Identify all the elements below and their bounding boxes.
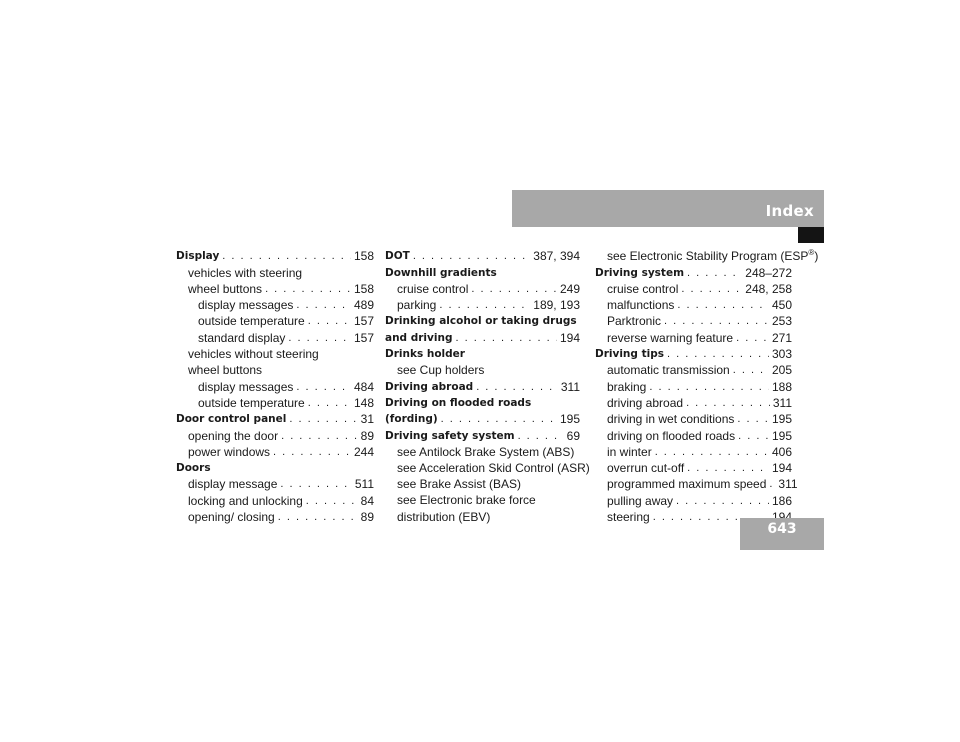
entry-text: steering	[607, 510, 650, 525]
entry-text: driving abroad	[607, 395, 684, 410]
page-reference: 489	[353, 298, 374, 313]
index-subentry	[385, 476, 580, 492]
index-subentry	[595, 329, 792, 345]
entry-text: Drinking alcohol or taking drugs	[385, 315, 577, 328]
index-subentry	[385, 362, 580, 378]
leader-dots	[687, 460, 769, 476]
entry-text: Driving tips	[595, 348, 664, 361]
leader-dots	[296, 297, 351, 313]
page-reference: 84	[360, 493, 374, 508]
entry-text: display messages	[198, 379, 294, 394]
index-subentry	[176, 264, 374, 280]
entry-text: reverse warning feature	[607, 330, 734, 345]
page-reference: 484	[353, 379, 374, 394]
leader-dots	[273, 444, 351, 460]
entry-text: wheel buttons	[188, 281, 263, 296]
index-heading	[385, 329, 580, 345]
page-reference: 244	[353, 444, 374, 459]
leader-dots	[677, 297, 769, 313]
entry-text: (fording)	[385, 413, 438, 426]
leader-dots	[687, 265, 742, 281]
leader-dots	[288, 330, 351, 346]
page-reference: 311	[778, 477, 798, 492]
page-reference: 188	[771, 379, 792, 394]
index-subentry	[385, 492, 580, 525]
page-reference: 31	[360, 412, 374, 427]
leader-dots	[281, 428, 358, 444]
entry-text: cruise control	[607, 281, 679, 296]
entry-text: Parktronic	[607, 314, 662, 329]
index-subentry	[595, 362, 792, 378]
index-subentry	[176, 509, 374, 525]
index-subentry	[176, 378, 374, 394]
page-reference: 450	[771, 298, 792, 313]
page-reference: 157	[353, 314, 374, 329]
page-reference: 271	[771, 330, 792, 345]
index-tab-title: Index	[765, 202, 814, 220]
entry-text: pulling away	[607, 493, 674, 508]
entry-text: vehicles with steering	[188, 265, 303, 280]
page-reference: 248–272	[745, 265, 792, 280]
index-heading	[385, 378, 580, 394]
index-subentry	[385, 444, 580, 460]
entry-text: locking and unlocking	[188, 493, 303, 508]
entry-text: Driving system	[595, 266, 685, 279]
page-number: 643	[767, 521, 797, 537]
entry-text: outside temperature	[198, 314, 305, 329]
page-reference: 511	[354, 477, 374, 492]
leader-dots	[667, 346, 769, 362]
leader-dots	[308, 395, 351, 411]
entry-text: Door control panel	[176, 413, 287, 426]
page-reference: 195	[771, 412, 792, 427]
leader-dots	[738, 428, 769, 444]
page-reference: 89	[360, 428, 374, 443]
page-reference: 195	[771, 428, 792, 443]
leader-dots	[306, 493, 358, 509]
entry-text: overrun cut-off	[607, 461, 685, 476]
entry-text: see Electronic brake force distribution (EBV)	[397, 493, 536, 524]
index-column-2	[385, 248, 590, 525]
entry-text: braking	[607, 379, 647, 394]
entry-text: and driving	[385, 331, 453, 344]
index-subentry	[385, 460, 590, 476]
leader-dots	[455, 330, 557, 346]
leader-dots	[265, 281, 351, 297]
leader-dots	[222, 248, 351, 264]
leader-dots	[737, 411, 769, 427]
registered-mark: ®	[808, 248, 815, 258]
page-reference: 158	[353, 281, 374, 296]
index-heading	[176, 411, 374, 427]
page-reference: 194	[771, 461, 792, 476]
page-reference: 303	[771, 347, 792, 362]
index-subentry	[385, 281, 580, 297]
leader-dots	[308, 313, 351, 329]
index-subentry	[385, 297, 580, 313]
leader-dots	[471, 281, 557, 297]
page-reference: 158	[353, 249, 374, 264]
index-heading	[595, 264, 792, 280]
index-subentry	[595, 460, 792, 476]
index-subentry	[176, 313, 374, 329]
entry-text: Doors	[176, 462, 211, 475]
index-subentry	[595, 395, 792, 411]
page-reference: 148	[353, 395, 374, 410]
index-subentry	[176, 362, 374, 378]
entry-text: automatic transmission	[607, 363, 730, 378]
leader-dots	[296, 379, 351, 395]
entry-text: malfunctions	[607, 298, 675, 313]
entry-text: see Acceleration Skid Control (ASR)	[397, 461, 590, 476]
entry-text: programmed maximum speed	[607, 477, 767, 492]
index-heading	[385, 264, 580, 280]
entry-text: opening the door	[188, 428, 279, 443]
index-subentry	[595, 476, 798, 492]
leader-dots	[649, 379, 769, 395]
leader-dots	[441, 411, 557, 427]
page-reference: 157	[353, 330, 374, 345]
leader-dots	[733, 362, 769, 378]
leader-dots	[681, 281, 742, 297]
index-heading	[385, 346, 580, 362]
page-reference: 249	[559, 281, 580, 296]
entry-text: Display	[176, 250, 220, 263]
index-subentry	[595, 444, 792, 460]
page-reference: 311	[772, 395, 792, 410]
index-subentry	[595, 378, 792, 394]
index-heading	[176, 460, 374, 476]
entry-text: display messages	[198, 298, 294, 313]
thumb-index-marker	[798, 227, 824, 243]
entry-text: cruise control	[397, 281, 469, 296]
entry-text: display message	[188, 477, 278, 492]
entry-text: Drinks holder	[385, 348, 465, 361]
entry-text: see Brake Assist (BAS)	[397, 477, 522, 492]
entry-text: Driving abroad	[385, 380, 474, 393]
entry-text: vehicles without steering	[188, 347, 319, 362]
entry-text: driving in wet conditions	[607, 412, 735, 427]
page-reference: 186	[771, 493, 792, 508]
index-tab-banner	[512, 190, 824, 227]
index-heading	[385, 313, 580, 329]
index-subentry	[595, 248, 819, 264]
entry-text: see Antilock Brake System (ABS)	[397, 444, 575, 459]
page-reference: 311	[560, 379, 580, 394]
page-reference: 205	[771, 363, 792, 378]
leader-dots	[439, 297, 530, 313]
entry-text: see Cup holders	[397, 363, 485, 378]
index-subentry	[176, 395, 374, 411]
entry-text: DOT	[385, 250, 410, 263]
leader-dots	[676, 493, 769, 509]
page-reference: 195	[559, 412, 580, 427]
entry-text: Downhill gradients	[385, 266, 497, 279]
leader-dots	[686, 395, 770, 411]
entry-text: parking	[397, 298, 437, 313]
entry-text: standard display	[198, 330, 286, 345]
index-subentry	[176, 427, 374, 443]
index-column-3	[595, 248, 819, 525]
index-heading	[595, 346, 792, 362]
index-subentry	[595, 313, 792, 329]
entry-text: Driving safety system	[385, 429, 515, 442]
index-column-1	[176, 248, 374, 525]
index-heading	[385, 427, 580, 443]
leader-dots	[736, 330, 769, 346]
page-reference: 406	[771, 444, 792, 459]
page-reference: 69	[566, 428, 580, 443]
leader-dots	[655, 444, 769, 460]
page-reference: 89	[360, 510, 374, 525]
index-heading	[176, 248, 374, 264]
entry-text: in winter	[607, 444, 652, 459]
page-reference: 248, 258	[745, 281, 792, 296]
page-reference: 194	[559, 330, 580, 345]
entry-text: wheel buttons	[188, 363, 263, 378]
index-subentry	[595, 411, 792, 427]
entry-text: outside temperature	[198, 395, 305, 410]
page-reference: 189, 193	[533, 298, 580, 313]
leader-dots	[289, 411, 357, 427]
index-heading	[385, 395, 580, 411]
page-reference: 253	[771, 314, 792, 329]
index-subentry	[176, 329, 374, 345]
entry-text: Driving on flooded roads	[385, 396, 532, 409]
index-subentry	[176, 346, 374, 362]
index-subentry	[595, 427, 792, 443]
page-number-box	[740, 518, 824, 550]
index-subentry	[595, 281, 792, 297]
leader-dots	[280, 476, 351, 492]
entry-text: power windows	[188, 444, 271, 459]
page-reference: 387, 394	[533, 249, 580, 264]
index-subentry	[595, 297, 792, 313]
entry-text: see Electronic Stability Program (ESP®)	[607, 248, 819, 264]
index-subentry	[176, 297, 374, 313]
index-subentry	[176, 444, 374, 460]
leader-dots	[278, 509, 358, 525]
index-heading	[385, 248, 580, 264]
index-subentry	[176, 281, 374, 297]
index-heading	[385, 411, 580, 427]
entry-text: driving on flooded roads	[607, 428, 736, 443]
index-subentry	[176, 492, 374, 508]
entry-text: opening/ closing	[188, 510, 275, 525]
index-subentry	[595, 492, 792, 508]
leader-dots	[769, 476, 775, 492]
leader-dots	[664, 313, 769, 329]
leader-dots	[476, 379, 558, 395]
leader-dots	[413, 248, 530, 264]
leader-dots	[518, 428, 564, 444]
index-subentry	[176, 476, 374, 492]
